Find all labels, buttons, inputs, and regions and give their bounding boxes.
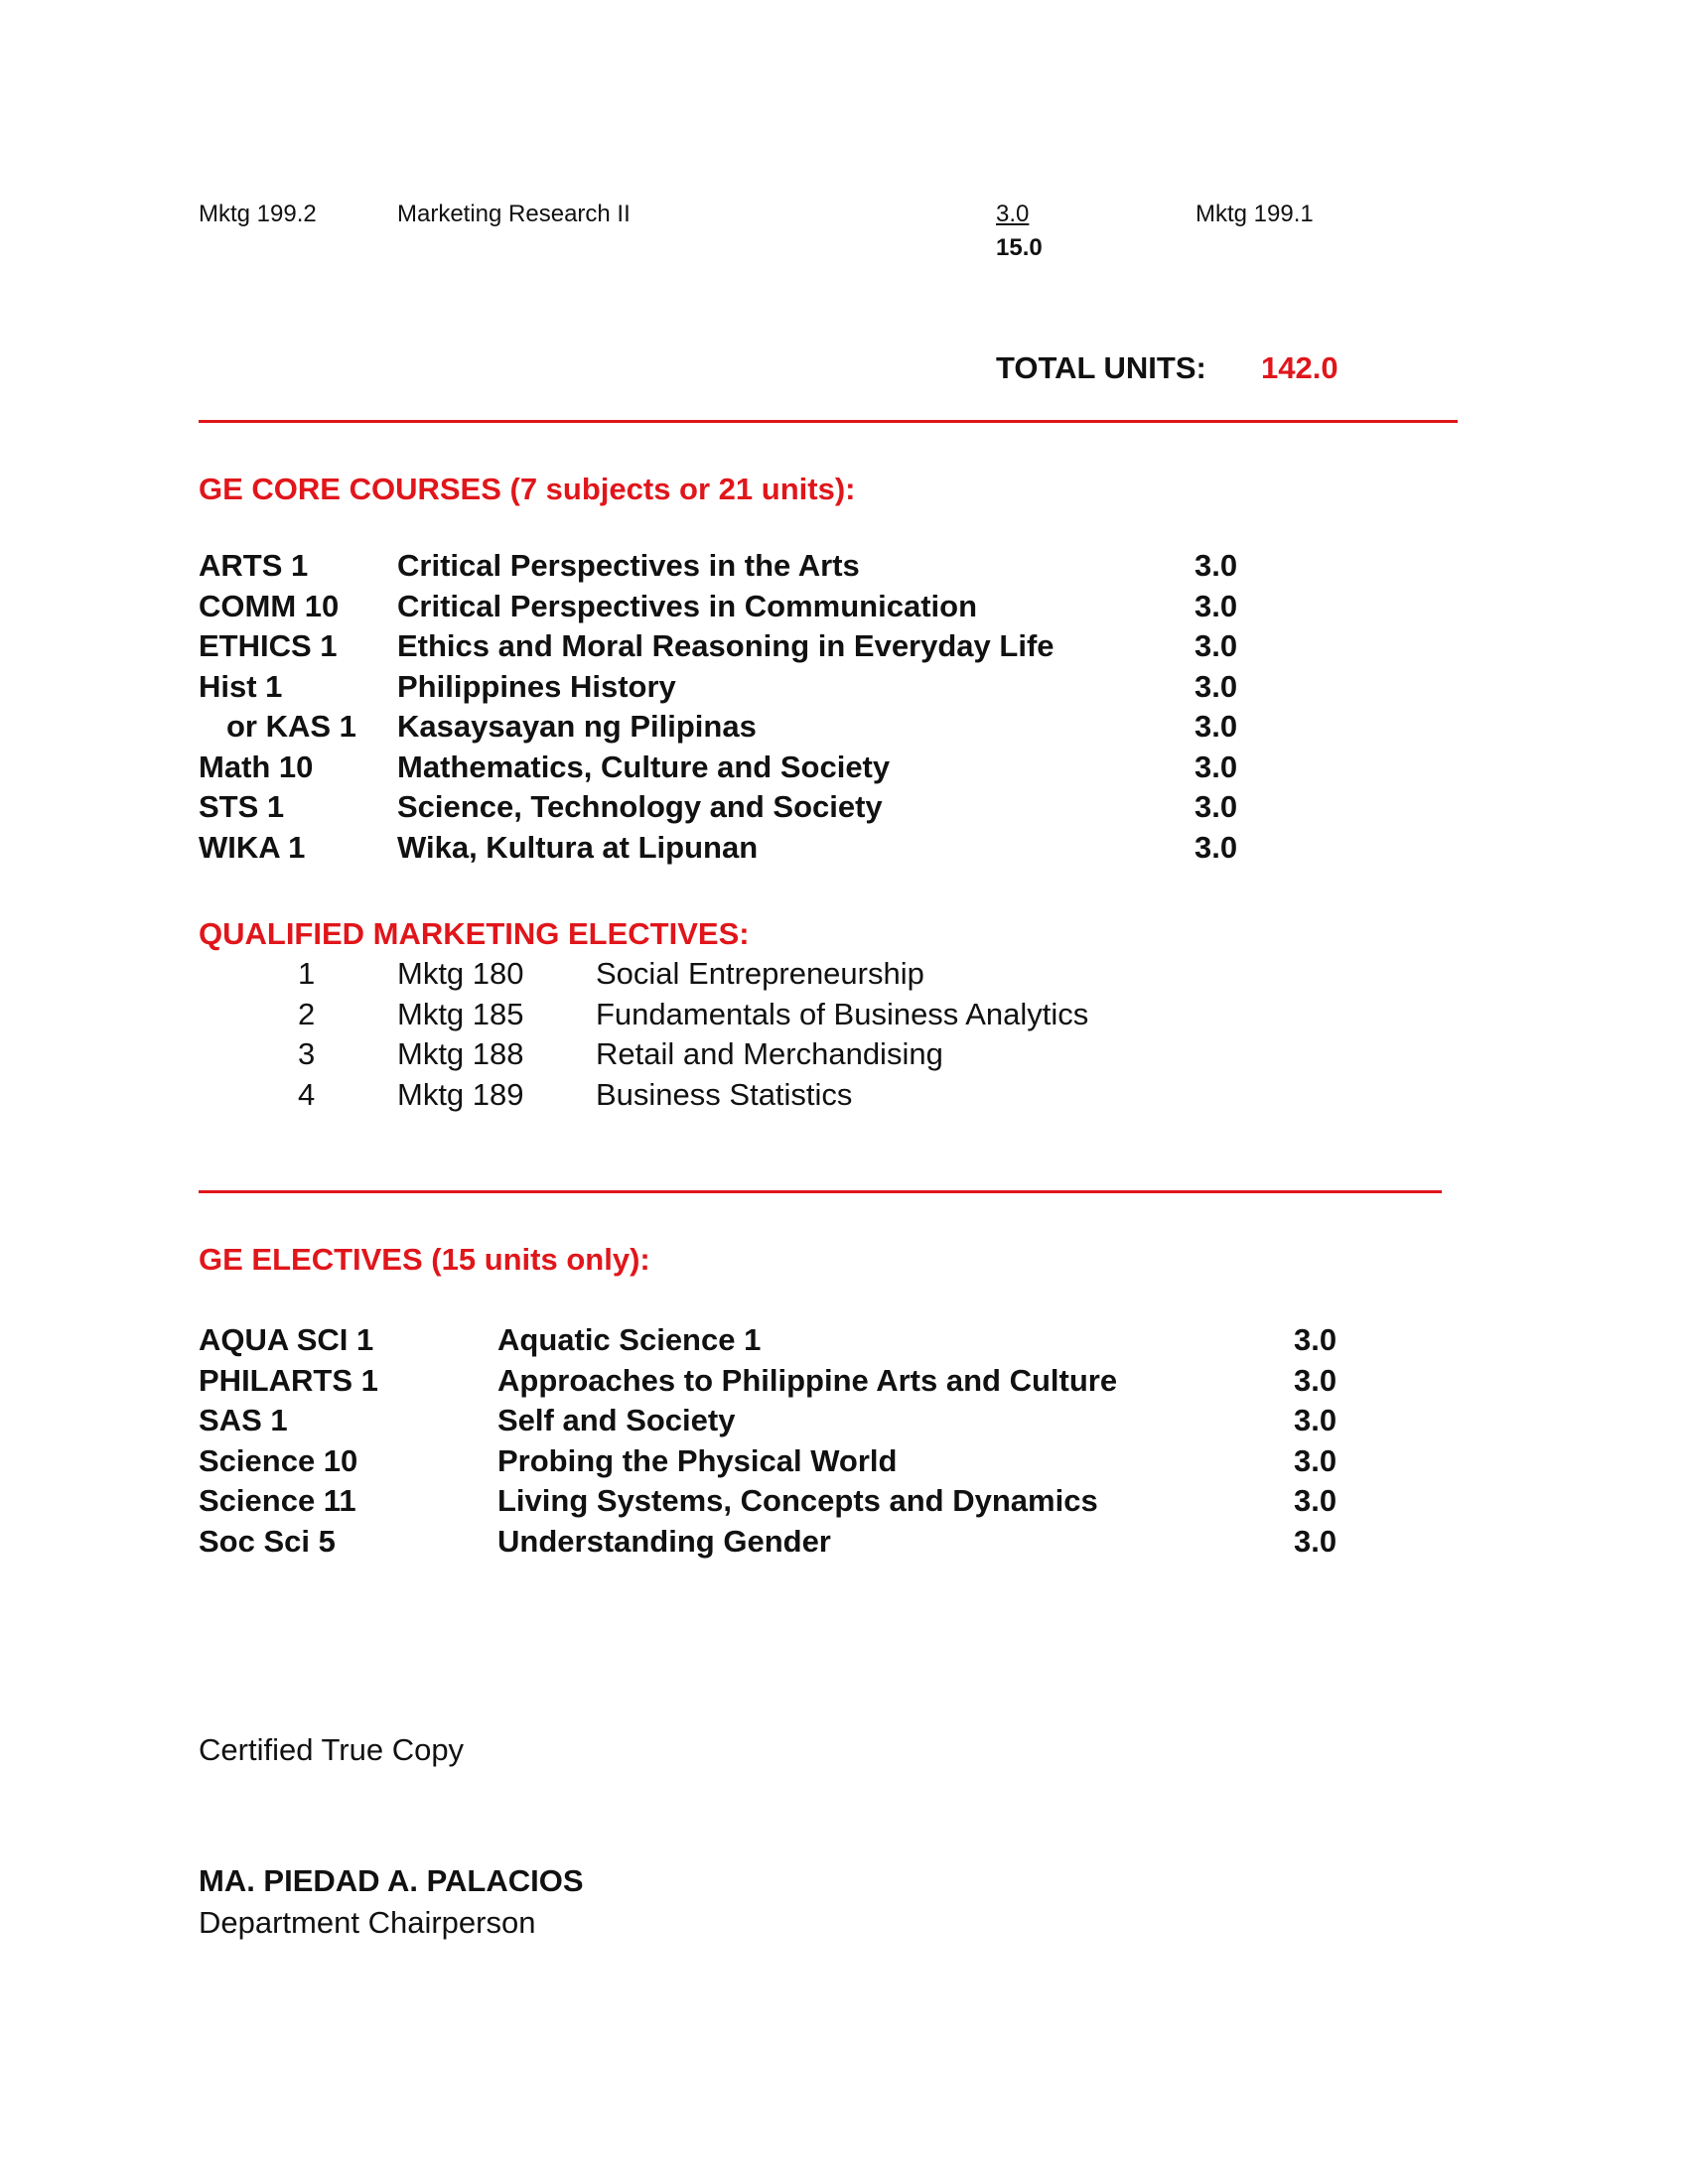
list-item xyxy=(0,1443,1688,1483)
course-title: Self and Society xyxy=(497,1403,736,1437)
course-code: PHILARTS 1 xyxy=(199,1362,378,1398)
list-item xyxy=(0,1036,1688,1076)
course-title: Aquatic Science 1 xyxy=(497,1322,762,1357)
course-code: Soc Sci 5 xyxy=(199,1523,336,1559)
list-item xyxy=(0,789,1688,829)
list-item xyxy=(0,956,1688,996)
course-code: Science 11 xyxy=(199,1483,356,1518)
course-units: 3.0 xyxy=(1195,548,1238,583)
course-title: Probing the Physical World xyxy=(497,1442,898,1478)
course-units: 3.0 xyxy=(1195,588,1238,623)
list-item xyxy=(0,1322,1688,1362)
elective-number: 1 xyxy=(298,956,316,991)
course-units: 3.0 xyxy=(1294,1403,1337,1437)
course-code: WIKA 1 xyxy=(199,829,306,865)
course-code: or KAS 1 xyxy=(226,709,356,744)
section-divider xyxy=(199,420,1458,423)
course-title: Philippines History xyxy=(397,668,676,704)
course-title: Wika, Kultura at Lipunan xyxy=(397,829,759,865)
course-units: 3.0 xyxy=(1294,1442,1337,1478)
course-code: ARTS 1 xyxy=(199,548,309,583)
list-item xyxy=(0,548,1688,588)
course-units: 3.0 xyxy=(1195,789,1238,824)
list-item xyxy=(0,1077,1688,1117)
semester-total: 15.0 xyxy=(996,234,1043,261)
course-title: Living Systems, Concepts and Dynamics xyxy=(497,1483,1098,1518)
elective-number: 4 xyxy=(298,1076,316,1112)
certified-true-copy: Certified True Copy xyxy=(199,1732,465,1767)
course-units: 3.0 xyxy=(996,201,1030,227)
course-title: Fundamentals of Business Analytics xyxy=(596,996,1089,1031)
course-prerequisite: Mktg 199.1 xyxy=(1196,201,1314,227)
course-title: Social Entrepreneurship xyxy=(596,956,924,991)
course-units: 3.0 xyxy=(1195,709,1238,744)
list-item xyxy=(0,750,1688,789)
course-code: Mktg 199.2 xyxy=(199,201,317,227)
course-code: STS 1 xyxy=(199,789,285,824)
list-item xyxy=(0,1363,1688,1403)
course-units: 3.0 xyxy=(1294,1362,1337,1398)
course-title: Critical Perspectives in the Arts xyxy=(397,548,860,583)
course-units: 3.0 xyxy=(1195,668,1238,704)
marketing-electives-heading: QUALIFIED MARKETING ELECTIVES: xyxy=(199,916,750,951)
course-code: Mktg 188 xyxy=(397,1036,524,1071)
course-code: Hist 1 xyxy=(199,668,283,704)
course-units: 3.0 xyxy=(1294,1523,1337,1559)
course-units: 3.0 xyxy=(1294,1483,1337,1518)
course-title: Marketing Research II xyxy=(397,201,631,227)
course-title: Approaches to Philippine Arts and Culture xyxy=(497,1362,1118,1398)
course-title: Kasaysayan ng Pilipinas xyxy=(397,709,757,744)
elective-number: 2 xyxy=(298,996,316,1031)
list-item xyxy=(0,830,1688,870)
section-divider xyxy=(199,1190,1442,1193)
signatory-name: MA. PIEDAD A. PALACIOS xyxy=(199,1863,584,1898)
total-units-value: 142.0 xyxy=(1261,350,1338,385)
ge-electives-heading: GE ELECTIVES (15 units only): xyxy=(199,1242,650,1277)
course-code: Mktg 180 xyxy=(397,956,524,991)
elective-number: 3 xyxy=(298,1036,316,1071)
list-item xyxy=(0,997,1688,1036)
list-item xyxy=(0,1403,1688,1442)
course-units: 3.0 xyxy=(1195,628,1238,663)
list-item xyxy=(0,1483,1688,1523)
course-title: Science, Technology and Society xyxy=(397,789,883,824)
course-title: Business Statistics xyxy=(596,1076,853,1112)
course-code: AQUA SCI 1 xyxy=(199,1322,374,1357)
course-code: ETHICS 1 xyxy=(199,628,338,663)
list-item xyxy=(0,1524,1688,1564)
signatory-position: Department Chairperson xyxy=(199,1905,536,1940)
ge-core-heading: GE CORE COURSES (7 subjects or 21 units): xyxy=(199,472,856,506)
course-title: Critical Perspectives in Communication xyxy=(397,588,978,623)
course-code: COMM 10 xyxy=(199,588,340,623)
list-item xyxy=(0,669,1688,709)
course-title: Understanding Gender xyxy=(497,1523,831,1559)
course-code: Math 10 xyxy=(199,749,314,784)
list-item xyxy=(0,709,1688,749)
course-units: 3.0 xyxy=(1294,1322,1337,1357)
course-units: 3.0 xyxy=(1195,829,1238,865)
course-units: 3.0 xyxy=(1195,749,1238,784)
course-code: Mktg 189 xyxy=(397,1076,524,1112)
list-item xyxy=(0,628,1688,668)
course-title: Ethics and Moral Reasoning in Everyday Life xyxy=(397,628,1055,663)
course-title: Mathematics, Culture and Society xyxy=(397,749,891,784)
list-item xyxy=(0,589,1688,628)
course-code: SAS 1 xyxy=(199,1403,288,1437)
total-units-label: TOTAL UNITS: xyxy=(996,350,1206,385)
course-title: Retail and Merchandising xyxy=(596,1036,943,1071)
course-code: Science 10 xyxy=(199,1442,358,1478)
course-code: Mktg 185 xyxy=(397,996,524,1031)
